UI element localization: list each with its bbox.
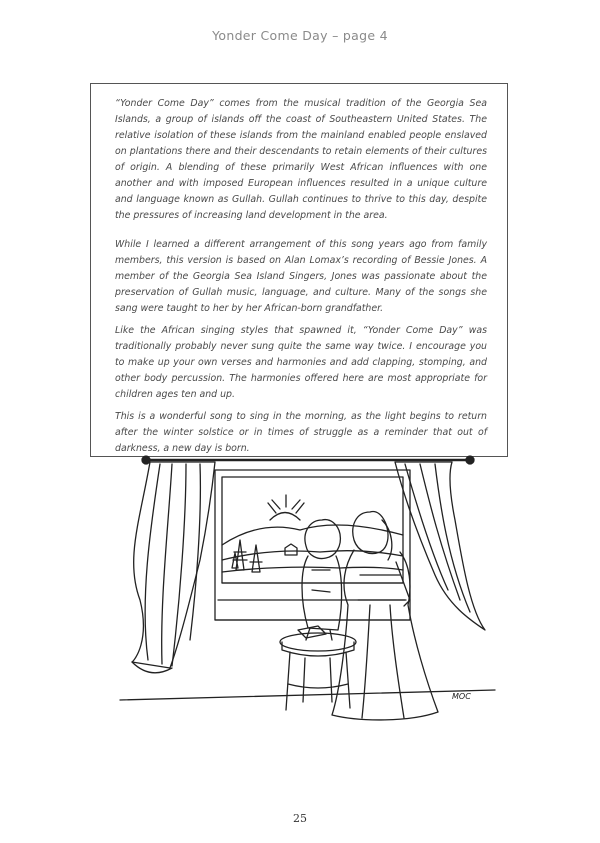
woman-figure [353, 512, 388, 554]
paragraph-origin: “Yonder Come Day” comes from the musical tradition of the Georgia Sea Islands, a group of islands off the coast of Southeastern United States. The relative isolation of these islands from the mainland enabled people enslaved on plantations there and their descendants to retain elements of their cultures of origin. A blending of these primarily West African influences with one another and with imposed European influences resulted in a unique culture and language known as Gullah. Gullah continues to thrive to this day, despite the pressures of increasing land development in the area. [115, 98, 487, 221]
paragraph-morning-song: This is a wonderful song to sing in the morning, as the light begins to return after the winter solstice or in times of struggle as a reminder that out of darkness, a new day is born. [115, 411, 487, 454]
left-curtain [132, 462, 215, 668]
paragraph-arrangement: While I learned a different arrangement of this song years ago from family members, this version is based on Alan Lomax’s recording of Bessie Jones. A member of the Georgia Sea Island Singers, Jones was passionate about the preservation of Gullah music, language, and culture. Many of the songs she sang were taught to her by her African-born grandfather. [115, 239, 487, 314]
artist-signature: MOC [452, 692, 471, 701]
window-frame [215, 470, 410, 620]
paragraph-singing-styles: Like the African singing styles that spawned it, “Yonder Come Day” was traditionally probably never sung quite the same way twice. I encourage you to make up your own verses and harmonies and add clapping, stomping, and other body percussion. The harmonies offered here are most appropriate for children ages ten and up. [115, 325, 487, 400]
page-header-title: Yonder Come Day – page 4 [212, 28, 388, 43]
page-number: 25 [293, 812, 307, 825]
